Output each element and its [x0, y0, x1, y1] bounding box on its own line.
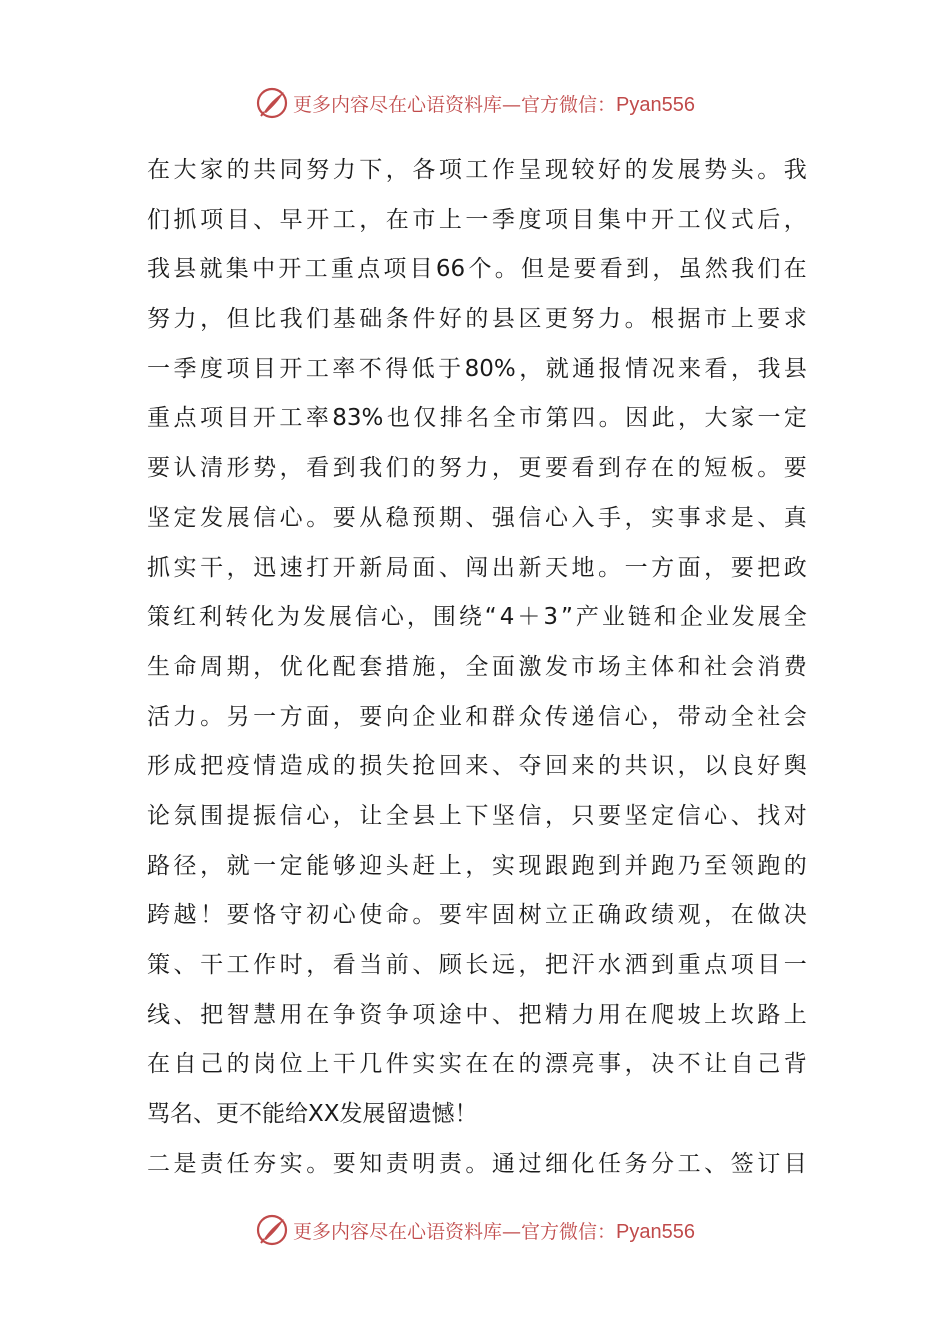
watermark-text: 更多内容尽在心语资料库—官方微信：Pyan556	[293, 1220, 695, 1243]
text-line: 骂名、更不能给XX发展留遗憾！	[147, 1101, 478, 1128]
text-line: 活 力 。 另 一 方 面 ， 要 向 企 业 和 群 众 传 递 信 心 ， 带 动 全 社 会	[147, 703, 807, 730]
text-line: 二 是 责 任 夯 实 。 要 知 责 明 责 。 通 过 细 化 任 务 分 工 、 签 订 目	[147, 1150, 807, 1177]
text-line: 重 点 项 目 开 工 率 83% 也 仅 排 名 全 市 第 四 。 因 此 ， 大 家 一 定	[147, 405, 807, 432]
header-watermark	[0, 83, 950, 123]
text-line: 努 力 ， 但 比 我 们 基 础 条 件 好 的 县 区 更 努 力 。 根 据 市 上 要 求	[147, 306, 807, 333]
text-line: 在 自 己 的 岗 位 上 干 几 件 实 实 在 在 的 漂 亮 事 ， 决 不 让 自 己 背	[147, 1051, 807, 1078]
document-body	[147, 146, 807, 1189]
text-line: 跨 越 ！ 要 恪 守 初 心 使 命 。 要 牢 固 树 立 正 确 政 绩 观 ， 在 做 决	[147, 902, 807, 929]
text-line: 路 径 ， 就 一 定 能 够 迎 头 赶 上 ， 实 现 跟 跑 到 并 跑 乃 至 领 跑 的	[147, 852, 807, 879]
text-line: 策 红 利 转 化 为 发 展 信 心 ， 围 绕 “ 4 ＋ 3 ” 产 业 链 和 企 业 发 展 全	[147, 604, 807, 631]
text-line: 策 、 干 工 作 时 ， 看 当 前 、 顾 长 远 ， 把 汗 水 洒 到 重 点 项 目 一	[147, 952, 807, 978]
text-line: 论 氛 围 提 振 信 心 ， 让 全 县 上 下 坚 信 ， 只 要 坚 定 信 心 、 找 对	[147, 802, 807, 829]
quill-logo-icon	[255, 1213, 289, 1247]
watermark-text: 更多内容尽在心语资料库—官方微信：Pyan556	[293, 93, 695, 116]
text-line: 在 大 家 的 共 同 努 力 下 ， 各 项 工 作 呈 现 较 好 的 发 展 势 头 。 我	[147, 157, 807, 183]
quill-logo-icon	[255, 86, 289, 120]
footer-watermark	[0, 1210, 950, 1250]
text-line: 坚 定 发 展 信 心 。 要 从 稳 预 期 、 强 信 心 入 手 ， 实 事 求 是 、 真	[147, 504, 807, 531]
text-line: 线 、 把 智 慧 用 在 争 资 争 项 途 中 、 把 精 力 用 在 爬 坡 上 坎 路 上	[147, 1001, 807, 1028]
text-line: 要 认 清 形 势 ， 看 到 我 们 的 努 力 ， 更 要 看 到 存 在 的 短 板 。 要	[147, 455, 807, 482]
text-line: 生 命 周 期 ， 优 化 配 套 措 施 ， 全 面 激 发 市 场 主 体 和 社 会 消 费	[147, 653, 807, 680]
text-line: 抓 实 干 ， 迅 速 打 开 新 局 面 、 闯 出 新 天 地 。 一 方 面 ， 要 把 政	[147, 554, 807, 581]
text-line: 我 县 就 集 中 开 工 重 点 项 目 66 个 。 但 是 要 看 到 ， 虽 然 我 们 在	[147, 256, 807, 283]
text-line: 们 抓 项 目 、 早 开 工 ， 在 市 上 一 季 度 项 目 集 中 开 工 仪 式 后 ，	[147, 206, 807, 233]
text-line: 形 成 把 疫 情 造 成 的 损 失 抢 回 来 、 夺 回 来 的 共 识 ， 以 良 好 舆	[147, 753, 807, 780]
text-line: 一 季 度 项 目 开 工 率 不 得 低 于 80% ， 就 通 报 情 况 来 看 ， 我 县	[147, 355, 807, 382]
